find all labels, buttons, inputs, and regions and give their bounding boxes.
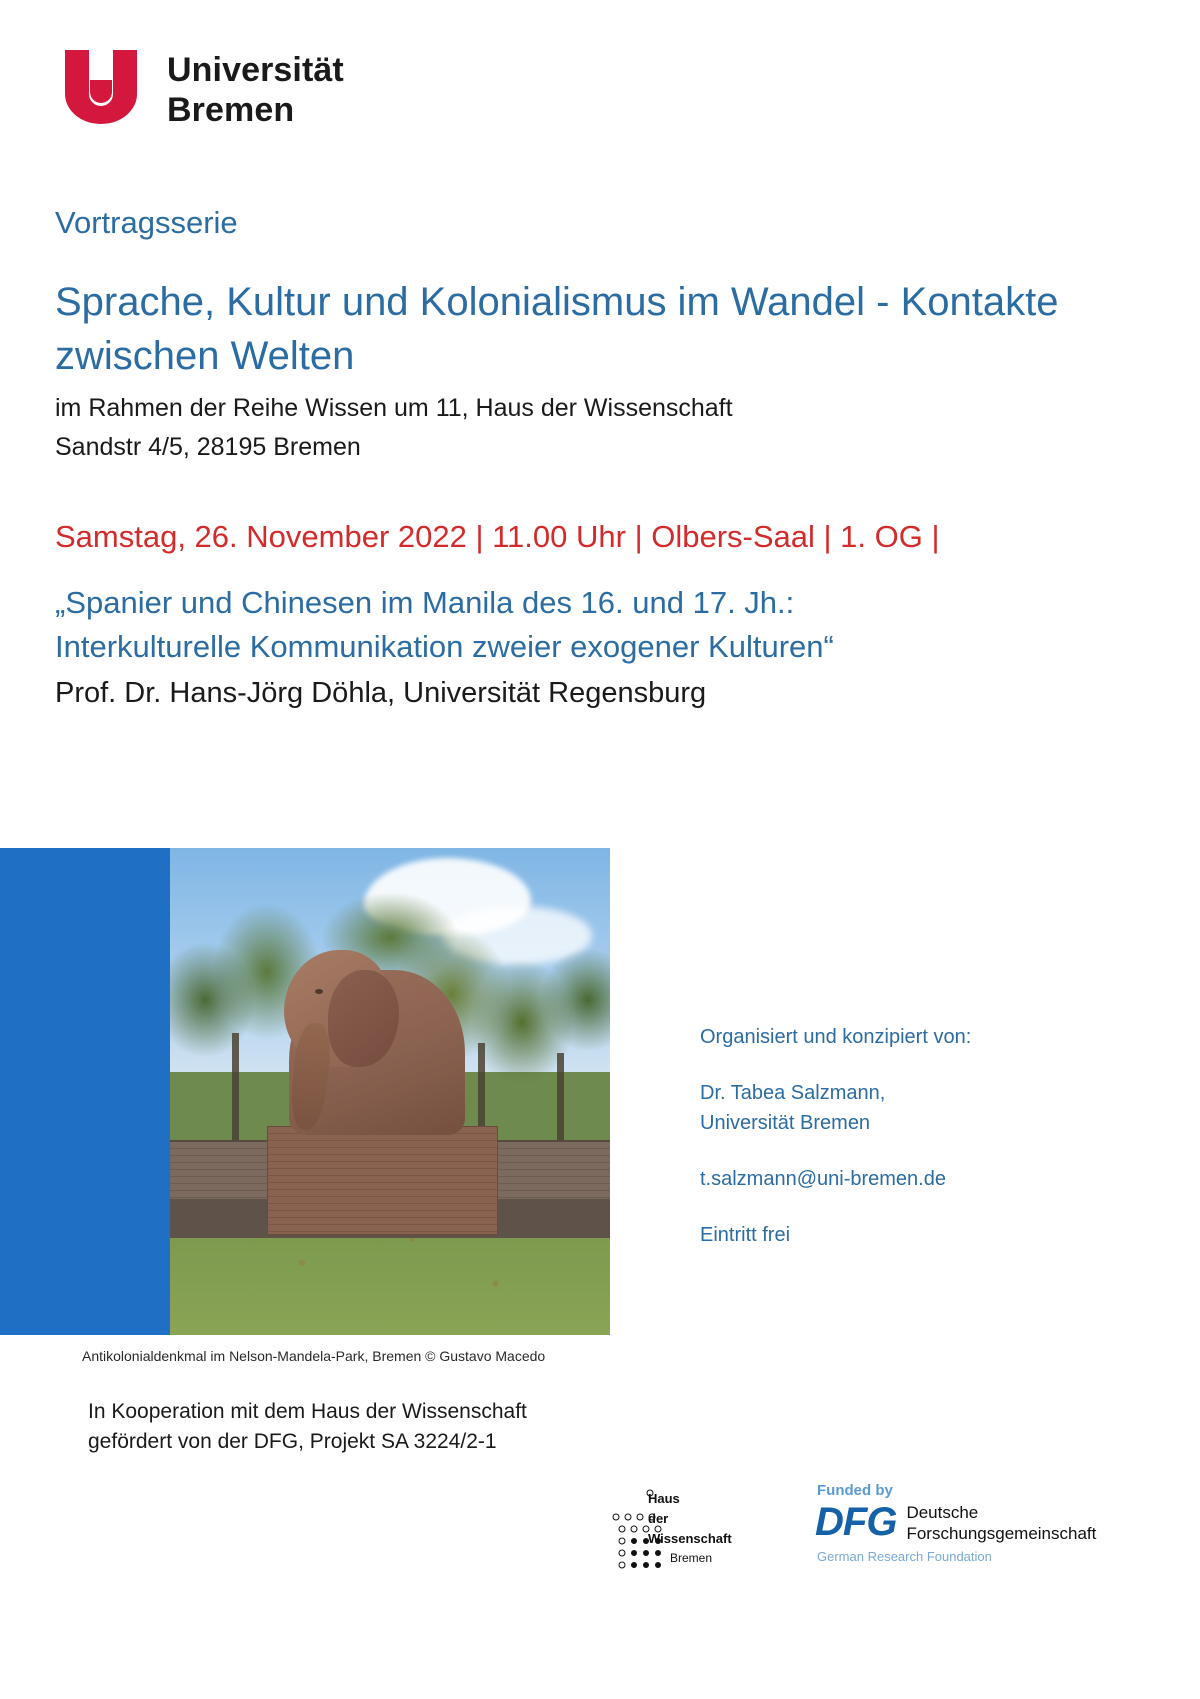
hdw-wordmark bbox=[648, 1489, 732, 1568]
haus-der-wissenschaft-logo bbox=[608, 1487, 748, 1577]
dfg-name-line-2: Forschungsgemeinschaft bbox=[906, 1524, 1097, 1544]
dfg-logo-row bbox=[815, 1502, 1095, 1545]
dfg-wordmark: DFG bbox=[815, 1500, 897, 1544]
hdw-word-4: Bremen bbox=[670, 1551, 713, 1566]
organizer-heading-block bbox=[700, 1022, 1130, 1052]
university-logo-text bbox=[167, 50, 344, 130]
date-time-room: Samstag, 26. November 2022 | 11.00 Uhr | Olbers-Saal | 1. OG | bbox=[55, 518, 940, 554]
dfg-english-name: German Research Foundation bbox=[817, 1548, 992, 1564]
logo-line-2: Bremen bbox=[167, 91, 295, 130]
speaker-name: Prof. Dr. Hans-Jörg Döhla, Universität Regensburg bbox=[55, 676, 707, 709]
university-logo bbox=[57, 44, 344, 132]
hdw-word-2: der bbox=[648, 1511, 669, 1527]
image-band bbox=[0, 848, 610, 1335]
title-line-1: Sprache, Kultur und Kolonialismus im Wandel - bbox=[55, 280, 890, 324]
photo-plinth bbox=[267, 1126, 498, 1235]
organizer-heading: Organisiert und konzipiert von: bbox=[700, 1026, 972, 1048]
talk-title-line-1: „Spanier und Chinesen im Manila des 16. und 17. Jh.: bbox=[55, 584, 795, 620]
monument-photo bbox=[170, 848, 610, 1335]
organizer-name: Dr. Tabea Salzmann, bbox=[700, 1082, 886, 1104]
poster-content bbox=[55, 205, 1145, 710]
organizer-email-block bbox=[700, 1164, 1130, 1194]
admission-block bbox=[700, 1220, 1130, 1250]
venue-subtitle bbox=[55, 389, 1145, 467]
hdw-word-1: Haus bbox=[648, 1491, 680, 1506]
image-caption: Antikolonialdenkmal im Nelson-Mandela-Park, Bremen © Gustavo Macedo bbox=[82, 1348, 546, 1364]
dfg-full-name bbox=[906, 1502, 1096, 1545]
organizer-email[interactable]: t.salzmann@uni-bremen.de bbox=[700, 1168, 946, 1190]
university-u-logo bbox=[57, 44, 145, 132]
organizer-info bbox=[700, 1022, 1130, 1250]
hdw-word-3: Wissenschaft bbox=[648, 1531, 732, 1547]
talk-title bbox=[55, 581, 1145, 669]
venue-line-1: im Rahmen der Reihe Wissen um 11, Haus der Wissenschaft bbox=[55, 394, 733, 422]
cooperation-line-2: gefördert von der DFG, Projekt SA 3224/2-1 bbox=[88, 1430, 497, 1454]
talk-title-line-2: Interkulturelle Kommunikation zweier exogener Kulturen“ bbox=[55, 628, 834, 664]
venue-line-2: Sandstr 4/5, 28195 Bremen bbox=[55, 432, 361, 461]
page-title bbox=[55, 275, 1145, 383]
dfg-logo bbox=[815, 1482, 1095, 1577]
series-kicker: Vortragsserie bbox=[55, 205, 238, 240]
organizer-affiliation: Universität Bremen bbox=[700, 1112, 871, 1134]
organizer-person-block bbox=[700, 1078, 1130, 1138]
cooperation-note bbox=[88, 1397, 527, 1458]
dfg-name-line-1: Deutsche bbox=[906, 1503, 979, 1522]
dfg-funded-by: Funded by bbox=[817, 1482, 893, 1499]
admission-note: Eintritt frei bbox=[700, 1224, 791, 1246]
cooperation-line-1: In Kooperation mit dem Haus der Wissenschaft bbox=[88, 1400, 527, 1423]
title-line-2: Kontakte zwischen Welten bbox=[55, 280, 1059, 378]
logo-line-1: Universität bbox=[167, 51, 344, 89]
